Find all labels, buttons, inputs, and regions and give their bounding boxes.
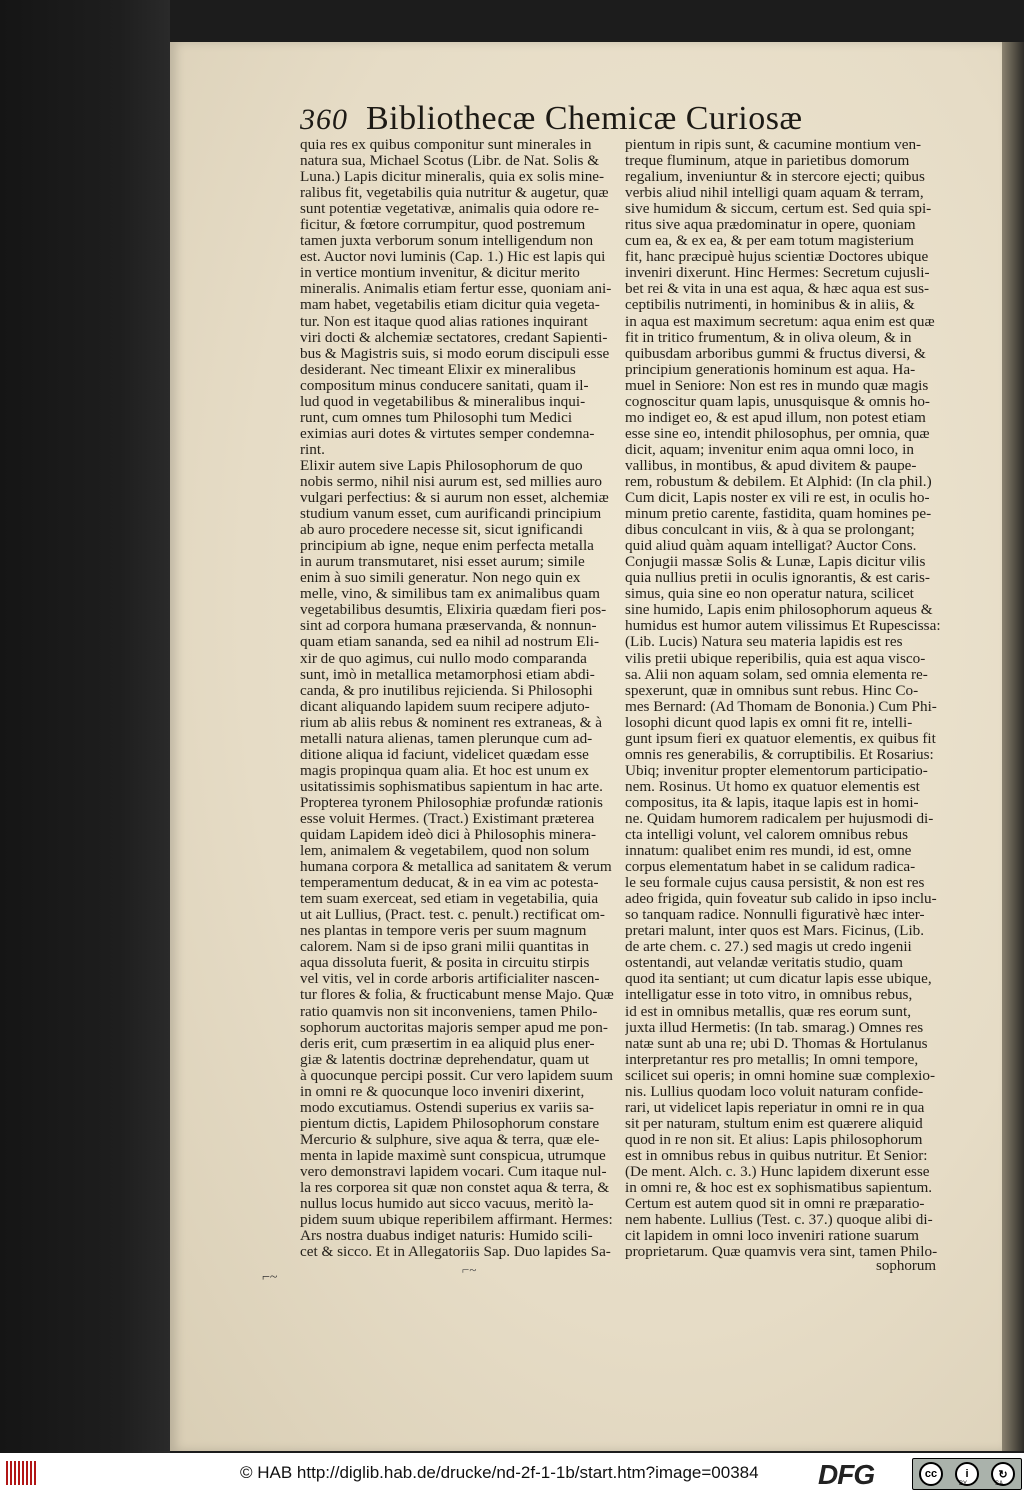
- text-line: desiderant. Nec timeant Elixir ex mineralibus: [300, 361, 576, 378]
- text-line: esse sine eo, intendit philosophus, per omnia, quæ: [625, 425, 930, 442]
- text-line: rari, ut videlicet lapis reperiatur in omni re in qua: [625, 1099, 925, 1116]
- text-line: dicit, aquam; invenitur enim aqua omni loco, in: [625, 441, 914, 458]
- text-line: Conjugii massæ Solis & Lunæ, Lapis dicitur vilis: [625, 554, 926, 571]
- text-line: Cum dicit, Lapis noster ex vili re est, in oculis ho-: [625, 490, 930, 507]
- text-line: cta intelligi volunt, vel calorem omnibus rebus: [625, 827, 909, 844]
- text-line: quod ita sentiant; ut cum dicatur lapis esse ubique,: [625, 971, 932, 988]
- text-line: vel vitis, vel in corde arboris artificialiter nascen-: [300, 971, 600, 988]
- text-line: nobis sermo, nihil nisi aurum est, sed millies auro: [300, 473, 603, 490]
- text-line: usitatissimis sophismatibus sapientum in hac arte.: [300, 778, 603, 795]
- text-line: mam habet, vegetabilis etiam dicitur quia vegeta-: [300, 297, 600, 314]
- text-line: ceptibilis nutrimenti, in hominibus & in aliis, &: [625, 297, 915, 314]
- text-line: enim à suo simili generatur. Non nego quin ex: [300, 570, 581, 587]
- text-line: quia res ex quibus componitur sunt minerales in: [300, 137, 592, 153]
- text-line: cet & sicco. Et in Allegatoriis Sap. Duo lapides Sa-: [300, 1244, 611, 1261]
- page-number: 360: [300, 103, 348, 136]
- text-line: pretari malunt, inter quos est Mars. Ficinus, (Lib.: [625, 923, 925, 940]
- text-line: juxta illud Hermetis: (In tab. smarag.) Omnes res: [625, 1019, 924, 1036]
- text-line: Mercurio & sulphure, sive aqua & terra, quæ ele-: [300, 1131, 600, 1148]
- text-line: pidem suum ubique reperibilem affirmant. Hermes:: [300, 1212, 613, 1229]
- text-line: ut ait Lullius, (Pract. test. c. penult.) rectificat om-: [300, 907, 605, 924]
- text-line: humana corpora & metallica ad sanitatem & verum: [300, 859, 612, 876]
- barcode-icon: [6, 1461, 40, 1485]
- text-line: melle, vino, & similibus tam ex animalibus quam: [300, 586, 600, 603]
- text-line: principium ab igne, neque enim perfecta metalla: [300, 538, 594, 555]
- text-line: quia nullius pretii in oculis ignorantis, & est caris-: [625, 570, 930, 587]
- text-line: Ubiq; invenitur propter elementorum participatio-: [625, 762, 928, 779]
- text-line: tem suam exerceat, sed etiam in vegetabilia, quia: [300, 891, 599, 908]
- text-line: sive humidum & siccum, certum est. Sed quia spi-: [625, 201, 932, 218]
- text-line: vegetabilibus desumtis, Elixiria quædam fieri pos-: [300, 602, 607, 619]
- text-line: eximias auri dotes & virtutes semper condemna-: [300, 425, 595, 442]
- text-line: quid aliud quàm aquam intelligat? Auctor Cons.: [625, 538, 917, 555]
- text-line: ostentandi, aut velandæ veritatis studio, quam: [625, 955, 903, 972]
- text-line: fit, hanc præcipuè hujus scientiæ Doctores ubique: [625, 249, 929, 266]
- text-line: nis. Lullius quodam loco voluit naturam confide-: [625, 1083, 924, 1100]
- text-line: deris erit, cum præsertim in ea aliquid plus ener-: [300, 1035, 595, 1052]
- text-line: quibusdam arboribus gummi & fructus diversi, &: [625, 345, 926, 362]
- text-line: (De ment. Alch. c. 3.) Hunc lapidem dixerunt esse: [625, 1164, 930, 1180]
- text-line: regalium, inveniuntur & in stercore ejecti; quibus: [625, 169, 925, 186]
- text-line: quidam Lapidem ideò dici à Philosophis minera-: [300, 827, 597, 844]
- text-line: bet rei & vita in una est aqua, & hæc aqua est sus-: [625, 281, 930, 298]
- text-line: sunt, imò in metallica metamorphosi etiam abdi-: [300, 666, 595, 683]
- text-line: scilicet sui operis; in omni homine suæ complexio-: [625, 1067, 936, 1084]
- text-line: so tanquam radice. Nonnulli figurativè hæc inter-: [625, 907, 925, 924]
- text-line: Propterea tyronem Philosophiæ profundæ rationis: [300, 794, 603, 811]
- text-line: in aurum transmutaret, nisi esset aurum; simile: [300, 554, 585, 571]
- text-line: metalli natura alienas, tamen plerunque cum ad-: [300, 730, 593, 747]
- catchword: sophorum: [876, 1258, 936, 1274]
- text-line: sophorum auctoritas majoris semper apud me pon-: [300, 1019, 608, 1036]
- text-line: sit per naturam, stultum enim est quærere aliquid: [625, 1115, 923, 1132]
- text-line: cum ea, & ex ea, & per eam totum magisterium: [625, 233, 914, 250]
- text-line: temperamentum deducat, & in ea vim ac potesta-: [300, 875, 599, 892]
- text-line: compositum minus conducere sanitati, quam il-: [300, 377, 589, 394]
- text-line: pientum dictis, Lapidem Philosophorum constare: [300, 1115, 600, 1132]
- text-line: calorem. Nam si de ipso grani milii quantitas in: [300, 939, 589, 956]
- text-line: in omni re, & hoc est ex sophismatibus sapientum.: [625, 1180, 933, 1197]
- text-line: studium vanum esset, cum aurificandi principium: [300, 506, 602, 523]
- text-line: humidus est humor autem vilissimus Et Rupescissa:: [625, 618, 941, 635]
- text-line: cognoscitur quam lapis, unusquisque & omnis ho-: [625, 393, 930, 410]
- text-line: nem. Rosinus. Ut homo ex quatuor elementis est: [625, 778, 920, 795]
- text-line: compositus, ita & lapis, itaque lapis est in homi-: [625, 794, 919, 811]
- text-line: quam etiam sananda, sed ea nihil ad nostrum Eli-: [300, 634, 600, 651]
- text-line: vulgari perfectius: & si aurum non esset, alchemiæ: [300, 490, 609, 507]
- share-alike-icon: ↻: [991, 1462, 1015, 1486]
- page-gutter: [1002, 42, 1024, 1451]
- text-line: minum pretio carente, fastidita, quam homines pe-: [625, 506, 932, 523]
- text-line: nes plantas in tempore veris per suum magnum: [300, 923, 587, 940]
- text-line: ne. Quidam humorem radicalem per hujusmodi di-: [625, 810, 934, 827]
- text-line: in omni re & quocunque loco inveniri dixerint,: [300, 1083, 585, 1100]
- text-line: ratio quamvis non sit inconveniens, tamen Philo-: [300, 1003, 598, 1020]
- right-text-column: [625, 137, 945, 1260]
- text-line: runt, cum omnes tum Philosophi tum Medici: [300, 409, 573, 426]
- text-line: esse voluit Hermes. (Tract.) Existimant præterea: [300, 810, 595, 827]
- text-line: corpus elementatum habet in se calidum radica-: [625, 859, 916, 876]
- text-line: in aqua est maximum secretum: aqua enim est quæ: [625, 313, 935, 330]
- cc-icon: cc: [919, 1462, 943, 1486]
- text-line: pientum in ripis sunt, & cacumine montium ven-: [625, 137, 922, 153]
- text-line: canda, & pro inutilibus rejicienda. Si Philosophi: [300, 682, 593, 699]
- left-text-column: [300, 137, 620, 1260]
- attribution-icon: i: [955, 1462, 979, 1486]
- text-line: ralibus fit, vegetabilis quia nutritur & augetur, quæ: [300, 185, 609, 202]
- text-line: intelligatur esse in toto vitro, in omnibus rebus,: [625, 987, 913, 1004]
- license-by-label: BY: [959, 1481, 968, 1487]
- text-line: modo excutiamus. Ostendi superius ex variis sa-: [300, 1099, 594, 1116]
- text-line: vero demonstravi lapidem vocari. Cum itaque nul-: [300, 1164, 607, 1180]
- text-line: losophi dicunt quod lapis ex omni fit re, intelli-: [625, 714, 913, 731]
- copyright-link[interactable]: © HAB http://diglib.hab.de/drucke/nd-2f-1-1b/start.htm?image=00384: [240, 1463, 759, 1482]
- text-line: spexerunt, quæ in omnibus sunt rebus. Hinc Co-: [625, 682, 919, 699]
- license-sa-label: SA: [995, 1481, 1004, 1487]
- text-line: aqua dissoluta fuerit, & posita in circuitu stirpis: [300, 955, 590, 972]
- book-left-edge: [0, 0, 170, 1453]
- text-line: cit lapidem in omni loco inveniri ratione suarum: [625, 1228, 919, 1245]
- cc-license-badge[interactable]: [912, 1458, 1022, 1490]
- text-line: xir de quo agimus, cui nullo modo comparanda: [300, 650, 587, 667]
- dfg-logo: DFG: [818, 1459, 875, 1490]
- text-line: nullus locus humido aut sicco vacuus, meritò la-: [300, 1196, 594, 1213]
- text-line: vallibus, in montibus, & apud divitem & paupe-: [625, 457, 917, 474]
- text-line: adeo frigida, quin foveatur sub calido in ipso inclu-: [625, 891, 937, 908]
- text-line: tamen juxta verborum sonum intelligendum non: [300, 233, 594, 250]
- text-line: tur. Non est itaque quod alias rationes inquirant: [300, 313, 588, 330]
- text-line: in vertice montium invenitur, & dicitur merito: [300, 265, 580, 282]
- text-line: principium generationis hominum est aqua. Ha-: [625, 361, 916, 378]
- text-line: menta in lapide maximè sunt conspicua, utrumque: [300, 1147, 606, 1164]
- text-line: sint ad corpora humana præservanda, & nonnun-: [300, 618, 597, 635]
- text-line: simus, quia sine eo non operatur natura, scilicet: [625, 586, 914, 603]
- text-line: (Lib. Lucis) Natura seu materia lapidis est res: [625, 634, 903, 651]
- text-line: giæ & latentis doctrinæ deprehendatur, quam ut: [300, 1051, 590, 1068]
- text-line: mineralis. Animalis etiam fertur esse, quoniam ani-: [300, 281, 612, 298]
- text-line: Luna.) Lapis dicitur mineralis, quia ex solis mine-: [300, 169, 605, 186]
- ink-mark: ⌐~: [262, 1270, 278, 1285]
- text-line: natura sua, Michael Scotus (Libr. de Nat. Solis &: [300, 153, 600, 170]
- text-line: mes Bernard: (Ad Thomam de Bononia.) Cum Phi-: [625, 698, 937, 715]
- text-line: rem, robustum & debilem. Et Alphid: (In cla phil.): [625, 473, 932, 490]
- viewer-footer: [0, 1453, 1024, 1493]
- text-line: est. Auctor novi luminis (Cap. 1.) Hic est lapis qui: [300, 249, 606, 266]
- text-line: Elixir autem sive Lapis Philosophorum de quo: [300, 457, 583, 474]
- text-line: magis propinqua quam alia. Et hoc est unum ex: [300, 762, 589, 779]
- text-line: nem habente. Lullius (Test. c. 37.) quoque alibi di-: [625, 1212, 933, 1229]
- text-line: omnis res generabilis, & corruptibilis. Et Rosarius:: [625, 746, 934, 763]
- text-line: natæ sunt ab una re; ubi D. Thomas & Hortulanus: [625, 1035, 928, 1052]
- text-line: dicant aliquando lapidem suum recipere adjuto-: [300, 698, 590, 715]
- text-line: ab auro procedere necesse sit, sicut ignificandi: [300, 522, 583, 539]
- text-line: sa. Alii non aquam solam, sed omnia elementa re-: [625, 666, 928, 683]
- text-line: de arte chem. c. 27.) sed magis ut credo ingenii: [625, 939, 912, 956]
- text-line: fit in tritico frumentum, & in oliva oleum, & in: [625, 329, 912, 346]
- text-line: ritus sive aqua prædominatur in opere, quoniam: [625, 217, 916, 234]
- text-line: Ars nostra duabus indiget naturis: Humido scili-: [300, 1228, 593, 1245]
- text-line: mo indiget eo, & est apud illum, non potest etiam: [625, 409, 926, 426]
- text-line: innatum: qualibet enim res mundi, id est, omne: [625, 843, 912, 860]
- text-line: dibus conculcant in viis, & à qua se prolongant;: [625, 522, 915, 539]
- text-line: muel in Seniore: Non est res in mundo quæ magis: [625, 377, 929, 394]
- text-line: Certum est autem quod sit in omni re præparatio-: [625, 1196, 925, 1213]
- text-line: treque fluminum, atque in parietibus domorum: [625, 153, 910, 170]
- text-line: la res corporea sit quæ non constet aqua & terra, &: [300, 1180, 610, 1197]
- text-line: bus & Magistris suis, si modo eorum discipuli esse: [300, 345, 610, 362]
- text-line: à quocunque percipi possit. Cur vero lapidem suum: [300, 1067, 613, 1084]
- text-line: ditione aliqua id faciunt, videlicet quædam esse: [300, 746, 589, 763]
- text-line: gunt ipsum fieri ex quatuor elementis, ex quibus fit: [625, 730, 936, 747]
- text-line: rium ab aliis rebus & nominent res extraneas, & à: [300, 714, 602, 731]
- text-line: interpretantur res pro metallis; In omni tempore,: [625, 1051, 919, 1068]
- text-line: lem, animalem & vegetabilem, quod non solum: [300, 843, 590, 860]
- text-line: rint.: [300, 441, 325, 458]
- text-line: lud quod in vegetabilibus & mineralibus inqui-: [300, 393, 586, 410]
- text-line: id est in omnibus metallis, quæ res eorum sunt,: [625, 1003, 912, 1020]
- text-line: proprietarum. Quæ quamvis vera sint, tamen Philo-: [625, 1244, 938, 1261]
- text-line: inveniri dixerunt. Hinc Hermes: Secretum cujusli-: [625, 265, 930, 282]
- ink-mark: ⌐~: [462, 1262, 477, 1277]
- text-line: verbis aliud nihil intelligi quam aquam & terram,: [625, 185, 924, 202]
- text-line: tur flores & folia, & fructicabunt mense Majo. Quæ: [300, 987, 614, 1004]
- text-line: le seu formale cujus causa persistit, & non est res: [625, 875, 925, 892]
- text-line: vilis pretii ubique reperibilis, quia est aqua visco-: [625, 650, 926, 667]
- text-line: quod in re non sit. Et alius: Lapis philosophorum: [625, 1131, 923, 1148]
- text-line: est in omnibus rebus in quibus nutritur. Et Senior:: [625, 1147, 928, 1164]
- text-line: ficitur, & fœtore corrumpitur, quod postremum: [300, 217, 586, 234]
- text-line: sine humido, Lapis enim philosophorum aqueus &: [625, 602, 933, 619]
- text-line: sunt potentiæ vegetativæ, animalis quia odore re-: [300, 201, 600, 218]
- text-line: viri docti & alchemiæ sectatores, credant Sapienti-: [300, 329, 608, 346]
- running-title: Bibliothecæ Chemicæ Curiosæ: [366, 100, 803, 137]
